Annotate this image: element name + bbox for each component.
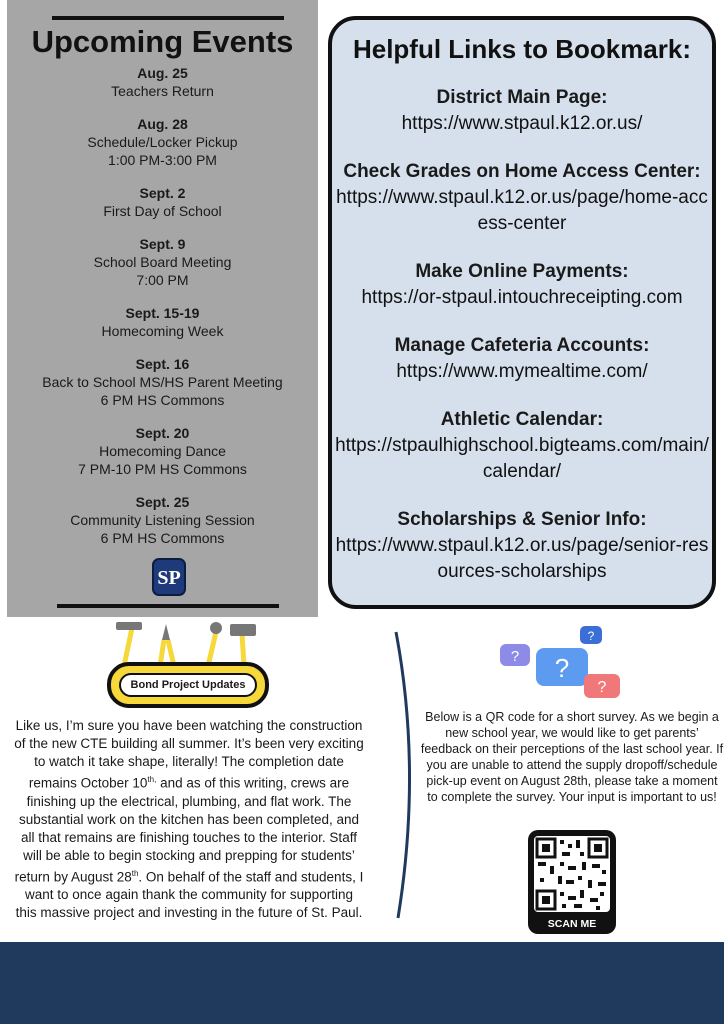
event-desc: First Day of School (103, 203, 222, 219)
event-date: Aug. 25 (137, 65, 188, 81)
top-divider-bar (52, 16, 284, 20)
link-url[interactable]: https://stpaulhighschool.bigteams.com/main/calendar/ (335, 435, 709, 482)
qr-code[interactable] (528, 830, 616, 934)
bond-sign-label: Bond Project Updates (119, 673, 257, 697)
bond-sign (107, 662, 269, 708)
event-item (7, 304, 318, 340)
event-date: Sept. 16 (135, 356, 190, 372)
survey-text: Below is a QR code for a short survey. As we begin a new school year, we would like to get parents’ feedback on their perceptions of the last school year. If you are unable to attend the supply dropoff/schedule pick-up event on August 28th, please take a moment to complete the survey. Your input is important to us! (420, 710, 724, 804)
event-item (7, 115, 318, 169)
event-desc: Community Listening Session (70, 512, 255, 528)
event-desc: Schedule/Locker Pickup (87, 134, 238, 150)
question-bubbles-icon (498, 624, 628, 704)
school-logo (151, 557, 187, 597)
svg-text:?: ? (510, 648, 520, 665)
event-item (7, 184, 318, 220)
event-time: 7 PM-10 PM HS Commons (78, 461, 247, 477)
event-date: Sept. 15-19 (125, 305, 200, 321)
bond-update-text: Like us, I’m sure you have been watching the construction of the new CTE building all summer. It’s been very exciting to watch it take shape, literally! The completion date remains October $10^{th,}$ and as of this writing, crews are finishing up the electrical, plumbing, and flat work. The substantial work on the kitchen has been completed, and all that remains are finishing touches to the interior. Staff will be able to begin stocking and prepping for students’ return by August 28th. On behalf of the staff and students, I want to once again thank the community for supporting this massive project and investing in the future of St. Paul. (14, 718, 364, 920)
curved-divider (392, 630, 416, 920)
svg-text:?: ? (597, 679, 607, 696)
event-desc: Teachers Return (111, 83, 214, 99)
link-url[interactable]: https://www.mymealtime.com/ (396, 361, 648, 382)
svg-text:?: ? (587, 629, 595, 643)
link-label: Make Online Payments: (415, 261, 629, 282)
event-item (7, 424, 318, 478)
event-date: Aug. 28 (137, 116, 188, 132)
helpful-links-panel (328, 16, 716, 609)
link-label: Scholarships & Senior Info: (397, 509, 647, 530)
event-time: 1:00 PM-3:00 PM (108, 152, 217, 168)
link-item (332, 259, 712, 311)
link-label: District Main Page: (436, 87, 608, 108)
link-item (332, 85, 712, 137)
link-url[interactable]: https://www.stpaul.k12.or.us/page/home-access-center (336, 187, 708, 234)
events-title: Upcoming Events (31, 24, 294, 59)
events-list (7, 64, 318, 562)
event-item (7, 64, 318, 100)
event-time: 6 PM HS Commons (100, 392, 225, 408)
event-date: Sept. 2 (139, 185, 186, 201)
link-label: Manage Cafeteria Accounts: (394, 335, 650, 356)
event-item (7, 493, 318, 547)
event-date: Sept. 25 (135, 494, 190, 510)
link-url[interactable]: https://www.stpaul.k12.or.us/page/senior-resources-scholarships (335, 535, 709, 582)
link-label: Athletic Calendar: (440, 409, 604, 430)
bottom-divider-bar (57, 604, 279, 608)
link-item (332, 333, 712, 385)
scan-me-label: SCAN ME (547, 918, 597, 930)
event-desc: Homecoming Dance (99, 443, 226, 459)
link-label: Check Grades on Home Access Center: (343, 161, 701, 182)
link-item (332, 407, 712, 485)
event-desc: Back to School MS/HS Parent Meeting (42, 374, 283, 390)
event-date: Sept. 20 (135, 425, 190, 441)
event-time: 7:00 PM (136, 272, 189, 288)
link-url[interactable]: https://www.stpaul.k12.or.us/ (401, 113, 643, 134)
upcoming-events-panel (7, 0, 318, 617)
event-desc: Homecoming Week (101, 323, 224, 339)
event-item (7, 355, 318, 409)
event-date: Sept. 9 (139, 236, 186, 252)
qr-pattern (534, 836, 610, 912)
event-time: 6 PM HS Commons (100, 530, 225, 546)
link-item (332, 507, 712, 585)
event-desc: School Board Meeting (93, 254, 232, 270)
svg-text:SP: SP (157, 567, 181, 589)
link-url[interactable]: https://or-stpaul.intouchreceipting.com (361, 287, 683, 308)
svg-text:?: ? (554, 653, 570, 683)
links-title: Helpful Links to Bookmark: (352, 34, 692, 64)
footer-band (0, 942, 724, 1024)
link-item (332, 159, 712, 237)
event-item (7, 235, 318, 289)
tools-icon (108, 620, 268, 668)
